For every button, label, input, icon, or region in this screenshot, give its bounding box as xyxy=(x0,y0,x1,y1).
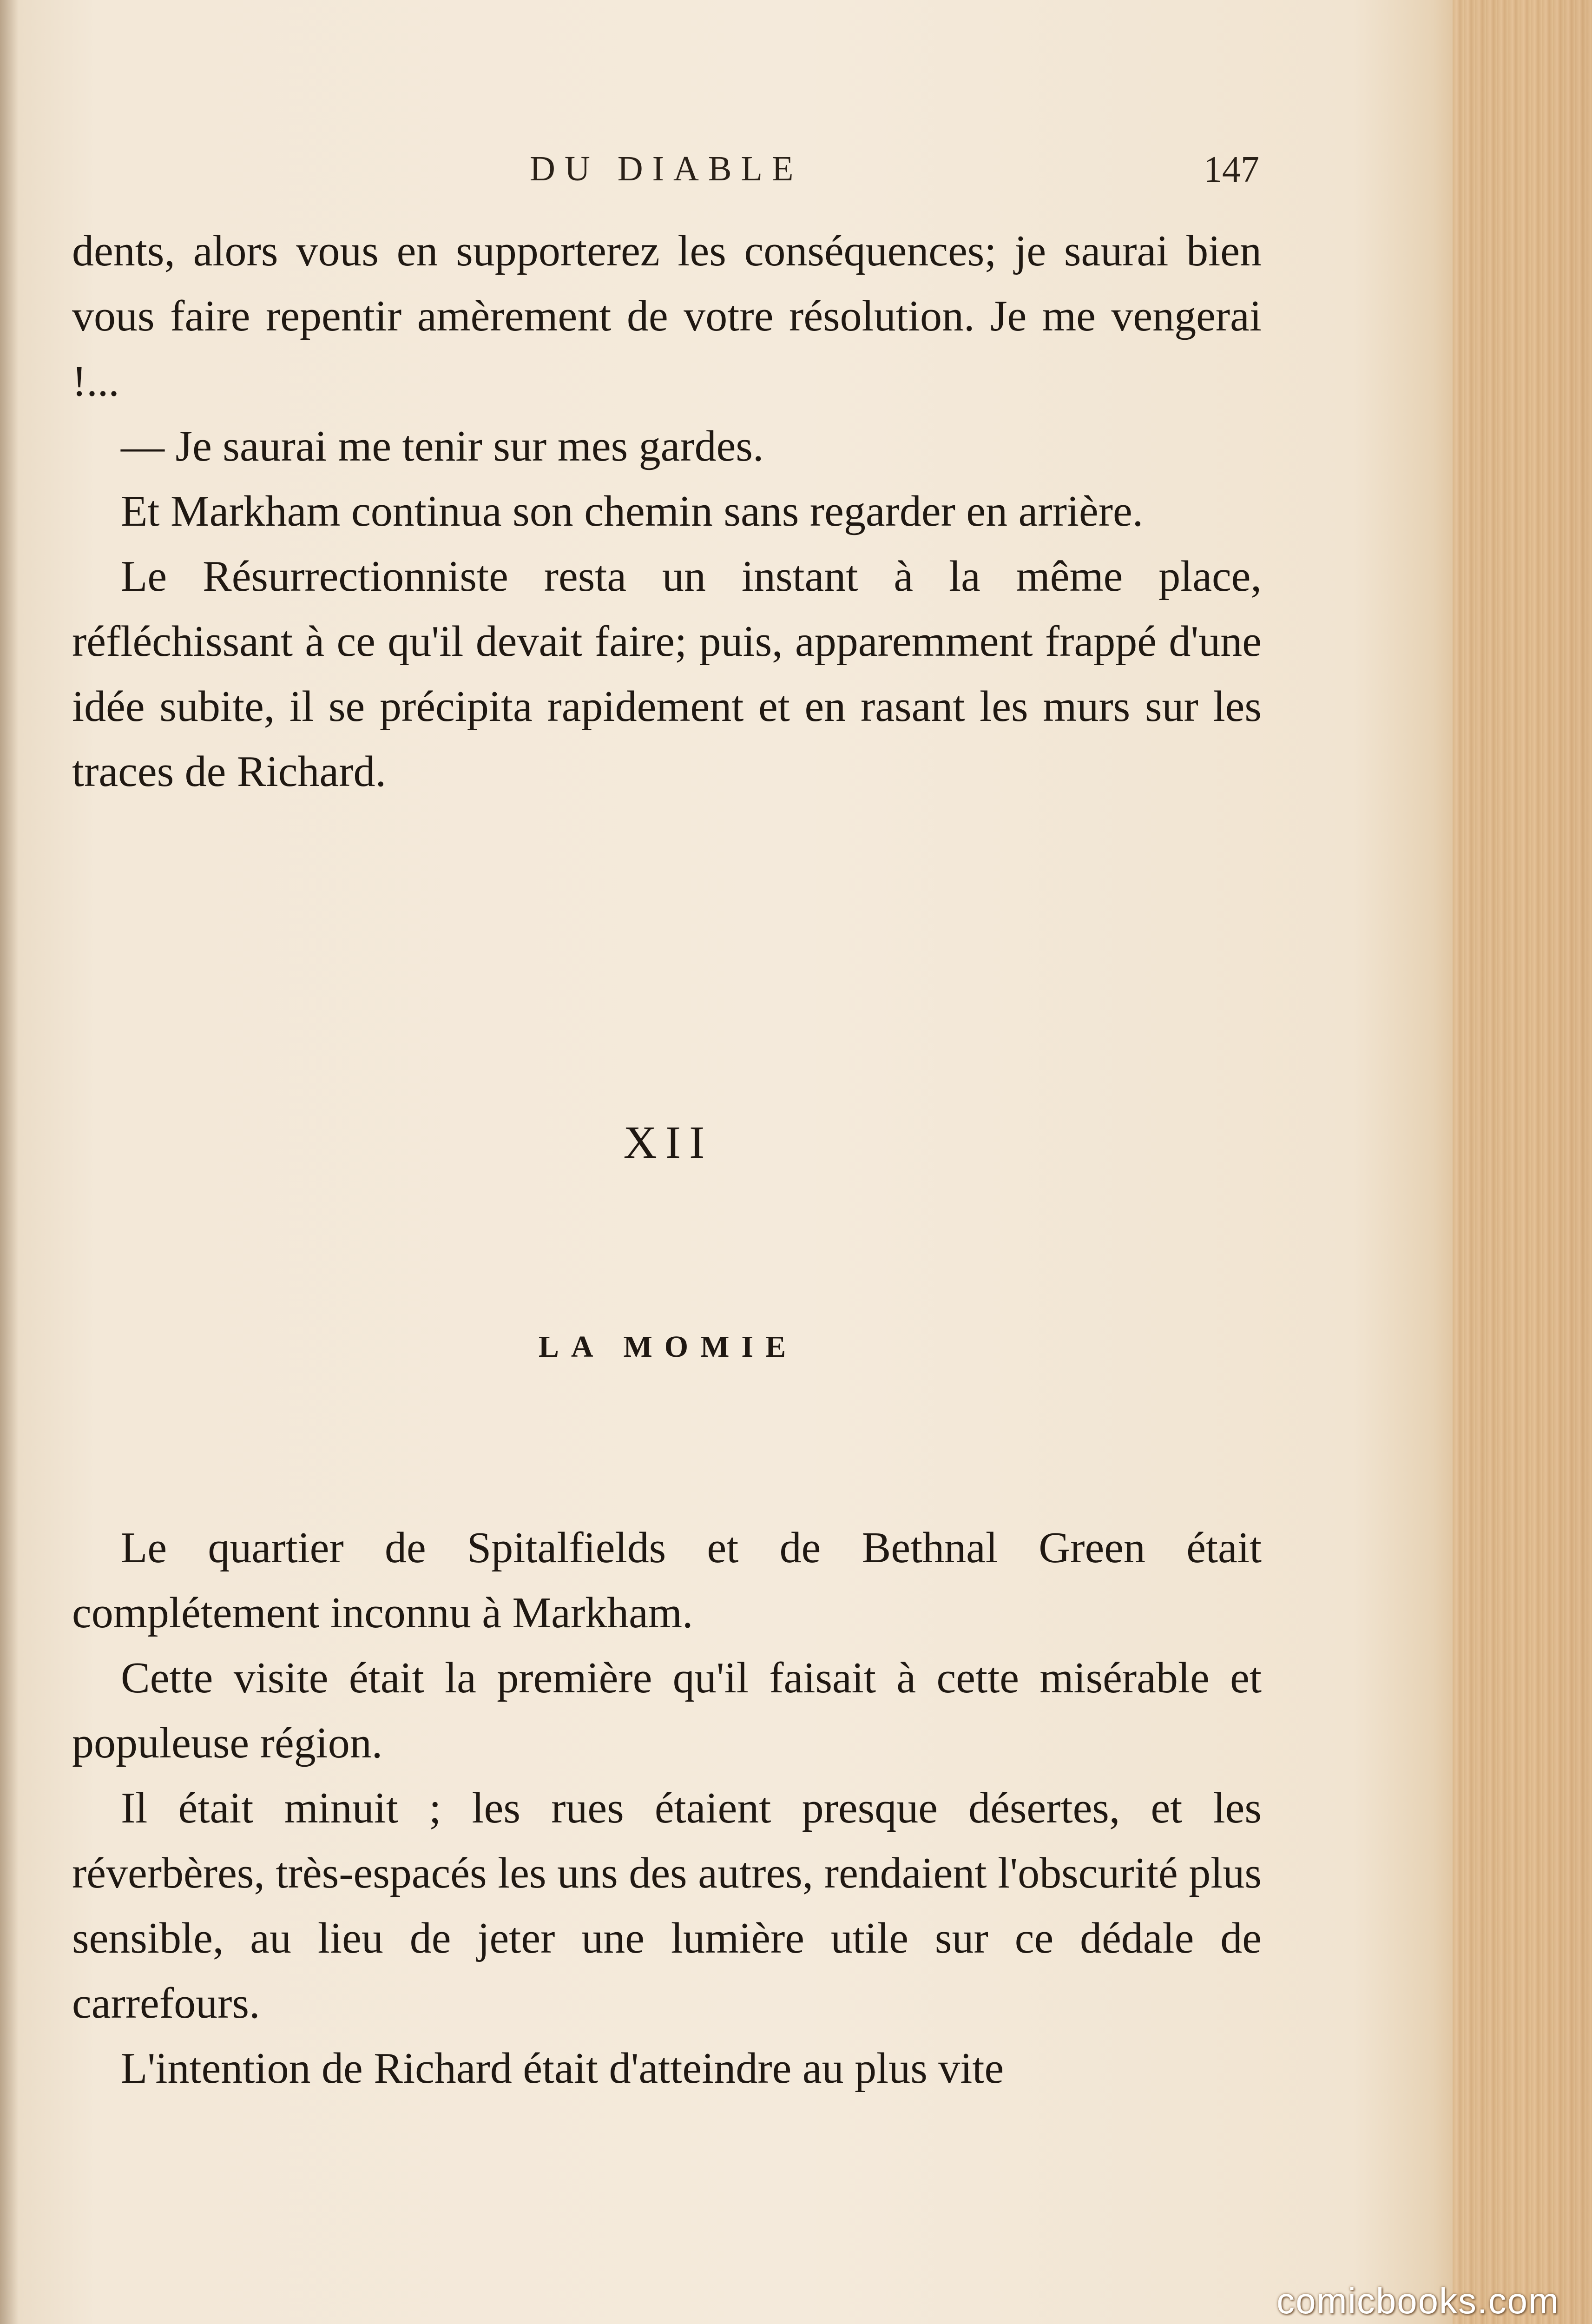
page-edge xyxy=(1453,0,1592,2324)
text-block-bottom xyxy=(72,1515,1262,2101)
chapter-title: LA MOMIE xyxy=(538,1330,798,1364)
page-header xyxy=(70,149,1259,195)
chapter-number: XII xyxy=(623,1116,713,1168)
paragraph: Il était minuit ; les rues étaient presque désertes, et les réverbères, très-espacés les uns des autres, rendaient l'obscurité plus sensible, au lieu de jeter une lumière utile sur ce dédale de carrefours. xyxy=(72,1784,1262,2027)
paragraph: L'intention de Richard était d'atteindre au plus vite xyxy=(121,2044,1004,2093)
paragraph: Et Markham continua son chemin sans regarder en arrière. xyxy=(121,487,1144,535)
running-head: DU DIABLE xyxy=(530,149,803,188)
paragraph: — Je saurai me tenir sur mes gardes. xyxy=(121,422,764,470)
watermark: comicbooks.com xyxy=(1276,2280,1559,2321)
page-number: 147 xyxy=(1204,149,1259,190)
text-block-top xyxy=(72,218,1262,804)
paragraph: dents, alors vous en supporterez les conséquences; je saurai bien vous faire repentir amèrement de votre résolution. Je me vengerai !... xyxy=(72,227,1262,405)
paragraph: Le Résurrectionniste resta un instant à la même place, réfléchissant à ce qu'il devait faire; puis, apparemment frappé d'une idée subite, il se précipita rapidement et en rasant les murs sur les traces de Richard. xyxy=(72,552,1262,796)
paragraph: Cette visite était la première qu'il faisait à cette misérable et populeuse région. xyxy=(72,1654,1262,1767)
paragraph: Le quartier de Spitalfields et de Bethnal Green était complétement inconnu à Markham. xyxy=(72,1524,1262,1637)
